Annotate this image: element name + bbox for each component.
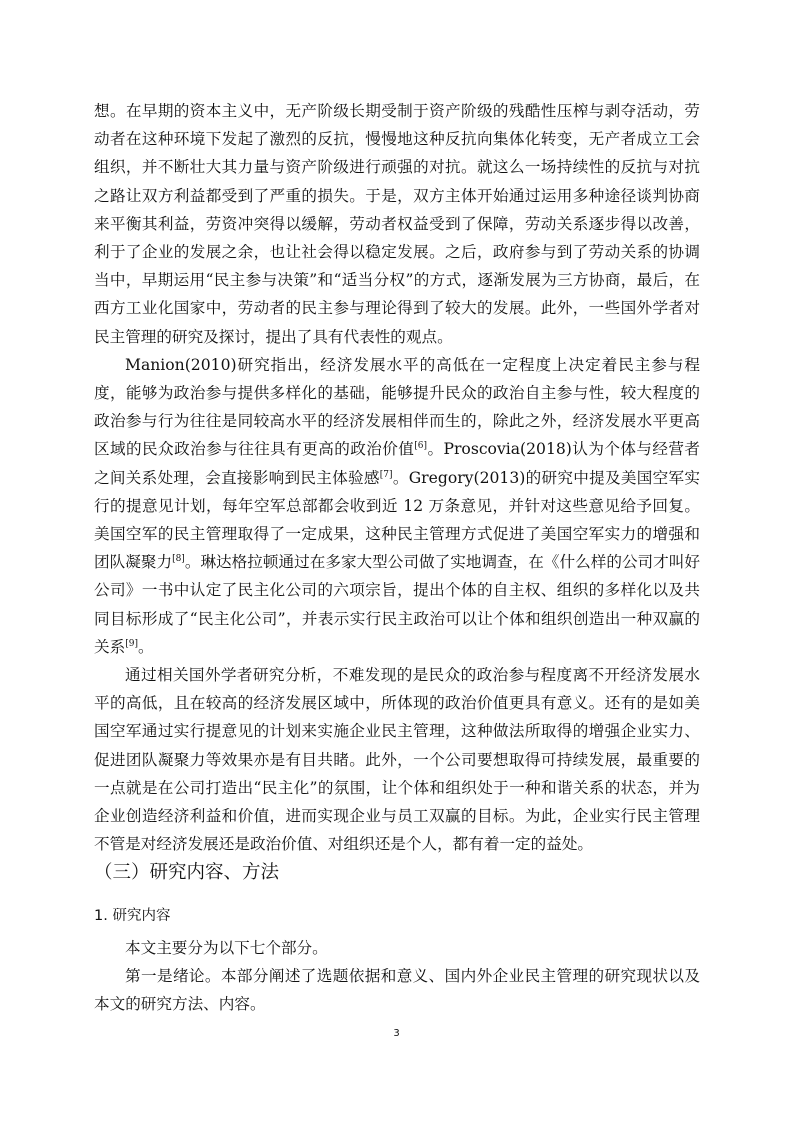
text-segment: Manion(2010)研究指出，经济发展水平的高低在一定程度上决定着民主参与程度，能够为政治参与提供多样化的基础，能够提升民众的政治自主参与性，较大程度的政治参与行为往往是同较高水平的经济发展相伴而生的，除此之外，经济发展水平更高区域的民众政治参与往往具有更高的政治价值 — [94, 355, 700, 459]
paragraph-part-one: 第一是绪论。本部分阐述了选题依据和意义、国内外企业民主管理的研究现状以及本文的研究方法、内容。 — [94, 967, 700, 1014]
paragraph-foreign-scholars — [94, 351, 700, 661]
text-segment: 。Proscovia(2018)认为个体与经营者之间关系处理，会直接影响到民主体验感 — [94, 440, 700, 487]
citation-ref: [9] — [125, 638, 138, 649]
body-text-tail — [94, 934, 700, 1019]
paragraph-continuation: 想。在早期的资本主义中，无产阶级长期受制于资产阶级的残酷性压榨与剥夺活动，劳动者在这种环境下发起了激烈的反抗，慢慢地这种反抗向集体化转变，无产者成立工会组织，并不断壮大其力量与资产阶级进行顽强的对抗。就这么一场持续性的反抗与对抗之路让双方利益都受到了严重的损失。于是，双方主体开始通过运用多种途径谈判协商来平衡其利益，劳资冲突得以缓解，劳动者权益受到了保障，劳动关系逐步得以改善，利于了企业的发展之余，也让社会得以稳定发展。之后，政府参与到了劳动关系的协调当中，早期运用“民主参与决策”和“适当分权”的方式，逐渐发展为三方协商，最后，在西方工业化国家中，劳动者的民主参与理论得到了较大的发展。此外，一些国外学者对民主管理的研究及探讨，提出了具有代表性的观点。 — [94, 102, 700, 346]
citation-ref: [6] — [414, 441, 428, 452]
text-segment: 。琳达格拉顿通过在多家大型公司做了实地调查，在《什么样的公司才叫好公司》一书中认定了民主化公司的六项宗旨，提出个体的自主权、组织的多样化以及共同目标形成了“民主化公司”，并表示实行民主政治可以让个体和组织创造出一种双赢的关系 — [94, 553, 700, 656]
paragraph-overview: 本文主要分为以下七个部分。 — [125, 939, 328, 957]
citation-ref: [7] — [379, 469, 393, 480]
citation-ref: [8] — [172, 554, 185, 565]
paragraph-analysis: 通过相关国外学者研究分析，不难发现的是民众的政治参与程度离不开经济发展水平的高低，且在较高的经济发展区域中，所体现的政治价值更具有意义。还有的是如美国空军通过实行提意见的计划来实施企业民主管理，这种做法所取得的增强企业实力、促进团队凝聚力等效果亦是有目共睹。此外，一个公司要想取得可持续发展，最重要的一点就是在公司打造出“民主化”的氛围，让个体和组织处于一种和谐关系的状态，并为企业创造经济利益和价值，进而实现企业与员工双赢的目标。为此，企业实行民主管理不管是对经济发展还是政治价值、对组织还是个人，都有着一定的益处。 — [94, 666, 700, 854]
section-heading: （三）研究内容、方法 — [94, 862, 280, 883]
page-number: 3 — [393, 1028, 400, 1039]
subsection-heading: 1. 研究内容 — [94, 908, 171, 924]
body-text-block — [94, 97, 700, 858]
text-segment: 。Gregory(2013)的研究中提及美国空军实行的提意见计划，每年空军总部都会收到近 12 万条意见，并针对这些意见给予回复。美国空军的民主管理取得了一定成果，这种民主管理方式促进了美国空军实力的增强和团队凝聚力 — [94, 468, 700, 572]
text-segment: 。 — [137, 637, 154, 656]
